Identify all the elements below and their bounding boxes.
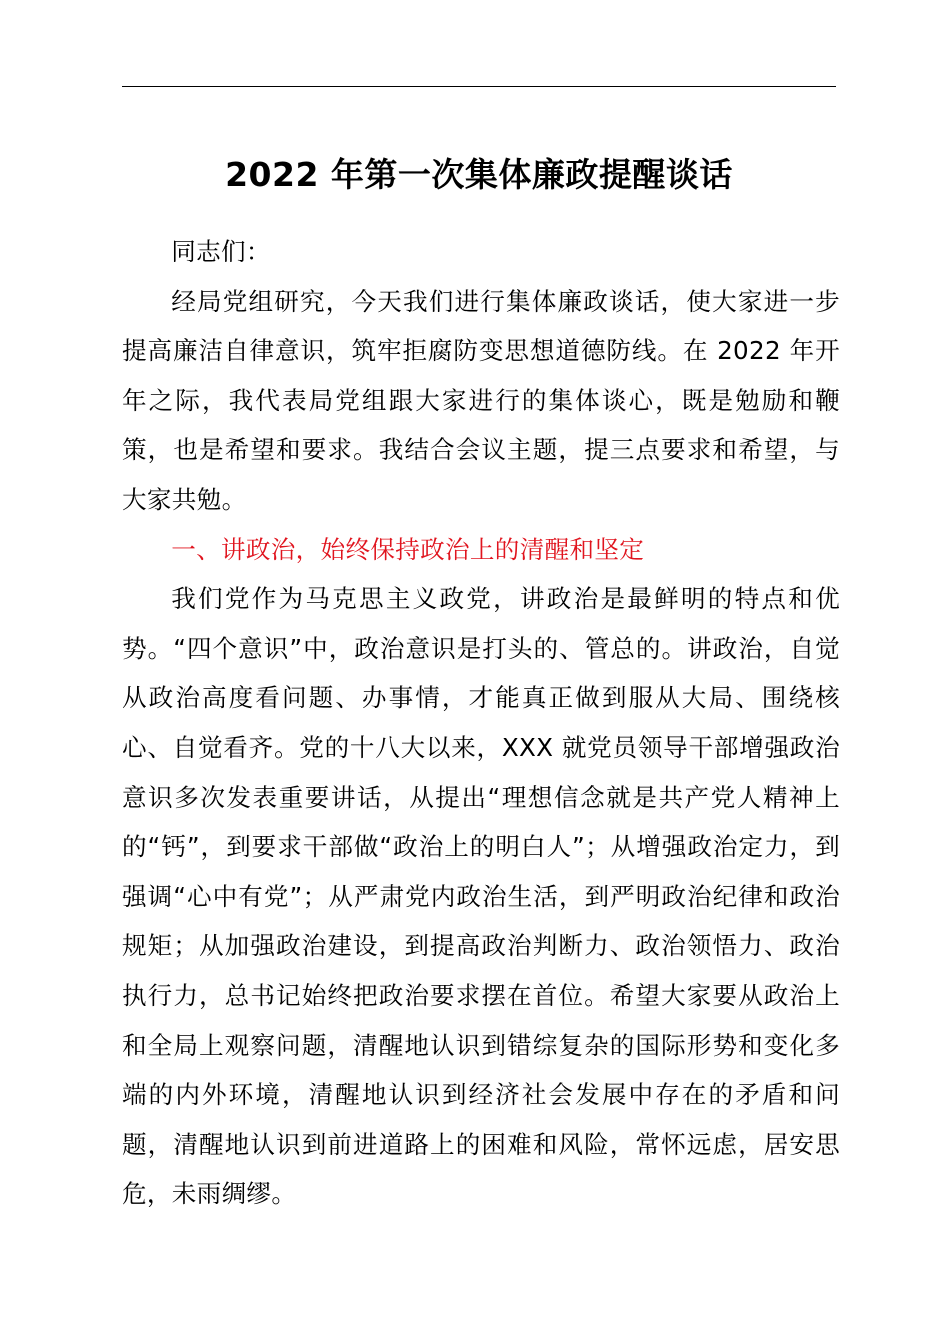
document-title: 2022 年第一次集体廉政提醒谈话 [225, 155, 733, 194]
intro-paragraph: 经局党组研究，今天我们进行集体廉政谈话，使大家进一步提高廉洁自律意识，筑牢拒腐防变思想道德防线。在 2022 年开年之际，我代表局党组跟大家进行的集体谈心，既是勉励和鞭策，也是希望和要求。我结合会议主题，提三点要求和希望，与大家共勉。 [122, 286, 840, 514]
salutation: 同志们： [171, 237, 271, 266]
section-paragraph: 我们党作为马克思主义政党，讲政治是最鲜明的特点和优势。“四个意识”中，政治意识是打头的、管总的。讲政治，自觉从政治高度看问题、办事情，才能真正做到服从大局、围绕核心、自觉看齐。党的十八大以来，XXX 就党员领导干部增强政治意识多次发表重要讲话，从提出“理想信念就是共产党人精神上的“钙”，到要求干部做“政治上的明白人”；从增强政治定力，到强调“心中有党”；从严肃党内政治生活，到严明政治纪律和政治规矩；从加强政治建设，到提高政治判断力、政治领悟力、政治执行力，总书记始终把政治要求摆在首位。希望大家要从政治上和全局上观察问题，清醒地认识到错综复杂的国际形势和变化多端的内外环境，清醒地认识到经济社会发展中存在的矛盾和问题，清醒地认识到前进道路上的困难和风险，常怀远虑，居安思危，未雨绸缪。 [122, 584, 840, 1209]
header-rule [122, 86, 836, 87]
document-body [122, 227, 840, 1219]
section-heading: 一、讲政治，始终保持政治上的清醒和坚定 [171, 534, 645, 564]
